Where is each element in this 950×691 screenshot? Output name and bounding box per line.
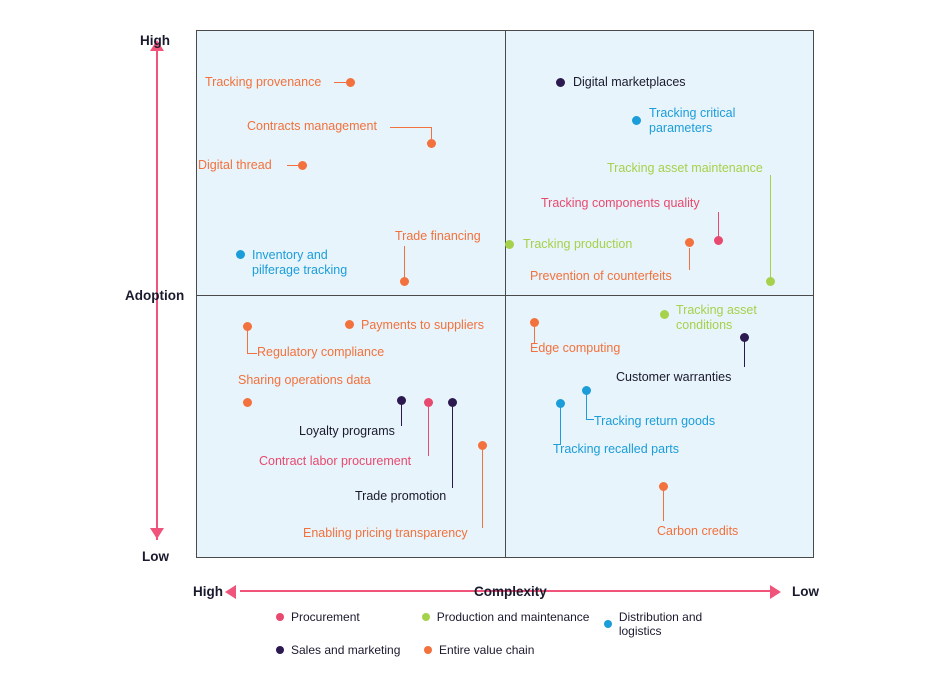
data-point-label-prevention-of-counterfeits: Prevention of counterfeits [530, 269, 672, 283]
data-point-dot[interactable] [505, 240, 514, 249]
leader-line [663, 490, 664, 521]
data-point-label-enabling-pricing-transparency: Enabling pricing transparency [303, 526, 468, 540]
data-point-dot[interactable] [346, 78, 355, 87]
complexity-axis-label: Complexity [474, 584, 547, 599]
data-point-dot[interactable] [740, 333, 749, 342]
legend-label: Entire value chain [439, 643, 535, 657]
data-point-dot[interactable] [400, 277, 409, 286]
data-point-label-tracking-asset-maintenance: Tracking asset maintenance [607, 161, 763, 175]
leader-line [428, 404, 429, 456]
label-line-2: conditions [676, 318, 733, 332]
complexity-axis-low-tick: Low [792, 584, 819, 599]
adoption-axis-low-tick: Low [142, 549, 169, 564]
data-point-dot[interactable] [427, 139, 436, 148]
data-point-label-inventory-pilferage-tracking [252, 248, 347, 278]
data-point-dot[interactable] [424, 398, 433, 407]
quadrant-vertical-divider [505, 30, 506, 558]
data-point-label-tracking-production: Tracking production [523, 237, 633, 251]
data-point-label-contracts-management: Contracts management [247, 119, 377, 133]
data-point-label-edge-computing: Edge computing [530, 341, 621, 355]
data-point-label-tracking-components-quality: Tracking components quality [541, 196, 700, 210]
leader-line [586, 394, 587, 420]
data-point-dot[interactable] [345, 320, 354, 329]
label-line-1: Tracking asset [676, 303, 757, 317]
label-line-1: Tracking critical [649, 106, 736, 120]
data-point-label-carbon-credits: Carbon credits [657, 524, 739, 538]
legend-swatch-icon [604, 620, 612, 628]
data-point-dot[interactable] [766, 277, 775, 286]
data-point-label-tracking-asset-conditions [676, 303, 757, 333]
data-point-dot[interactable] [659, 482, 668, 491]
data-point-dot[interactable] [556, 399, 565, 408]
legend-row-1 [276, 610, 746, 638]
complexity-axis-left-arrowhead-icon [225, 585, 236, 599]
legend-item-sales-and-marketing[interactable] [276, 643, 424, 657]
legend-label: Sales and marketing [291, 643, 401, 657]
data-point-label-sharing-operations-data: Sharing operations data [238, 373, 371, 387]
leader-line [452, 404, 453, 488]
data-point-dot[interactable] [556, 78, 565, 87]
data-point-label-contract-labor-procurement: Contract labor procurement [259, 454, 412, 468]
leader-line [689, 248, 690, 270]
data-point-label-tracking-provenance: Tracking provenance [205, 75, 322, 89]
legend-label: Production and maintenance [436, 610, 590, 624]
chart-legend [276, 610, 746, 662]
legend-swatch-icon [422, 613, 430, 621]
legend-label: Distribution and logistics [618, 610, 703, 638]
legend-row-2 [276, 643, 746, 657]
leader-line [744, 340, 745, 367]
adoption-axis-high-tick: High [140, 33, 170, 48]
leader-line [770, 175, 771, 280]
data-point-dot[interactable] [243, 322, 252, 331]
data-point-label-tracking-critical-parameters [649, 106, 735, 136]
label-line-2: pilferage tracking [252, 263, 348, 277]
label-line-2: parameters [649, 121, 713, 135]
data-point-dot[interactable] [660, 310, 669, 319]
data-point-dot[interactable] [685, 238, 694, 247]
data-point-label-customer-warranties: Customer warranties [616, 370, 732, 384]
data-point-dot[interactable] [478, 441, 487, 450]
data-point-dot[interactable] [298, 161, 307, 170]
data-point-dot[interactable] [632, 116, 641, 125]
legend-item-production-and-maintenance[interactable] [422, 610, 604, 624]
legend-label: Procurement [291, 610, 360, 624]
data-point-dot[interactable] [448, 398, 457, 407]
data-point-label-trade-promotion: Trade promotion [355, 489, 447, 503]
data-point-label-tracking-return-goods: Tracking return goods [594, 414, 716, 428]
data-point-dot[interactable] [582, 386, 591, 395]
data-point-label-tracking-recalled-parts: Tracking recalled parts [553, 442, 679, 456]
data-point-dot[interactable] [243, 398, 252, 407]
data-point-dot[interactable] [236, 250, 245, 259]
leader-line [586, 419, 594, 420]
legend-swatch-icon [276, 646, 284, 654]
leader-line [247, 353, 257, 354]
adoption-axis-down-arrowhead-icon [150, 528, 164, 539]
data-point-label-digital-thread: Digital thread [198, 158, 272, 172]
data-point-dot[interactable] [397, 396, 406, 405]
leader-line [560, 407, 561, 445]
data-point-label-loyalty-programs: Loyalty programs [299, 424, 395, 438]
legend-swatch-icon [276, 613, 284, 621]
data-point-dot[interactable] [530, 318, 539, 327]
leader-line [401, 404, 402, 426]
data-point-label-digital-marketplaces: Digital marketplaces [573, 75, 686, 89]
quadrant-horizontal-divider [196, 295, 814, 296]
plot-right-border [813, 30, 814, 558]
data-point-dot[interactable] [714, 236, 723, 245]
leader-line [390, 127, 432, 128]
data-point-label-regulatory-compliance: Regulatory compliance [257, 345, 385, 359]
legend-swatch-icon [424, 646, 432, 654]
leader-line [404, 246, 405, 279]
legend-item-distribution-and-logistics[interactable] [604, 610, 746, 638]
complexity-axis-high-tick: High [193, 584, 223, 599]
complexity-axis-right-arrowhead-icon [770, 585, 781, 599]
adoption-axis-label: Adoption [125, 288, 185, 303]
data-point-label-payments-to-suppliers: Payments to suppliers [361, 318, 484, 332]
data-point-label-trade-financing: Trade financing [395, 229, 481, 243]
plot-left-border [196, 30, 197, 558]
legend-item-entire-value-chain[interactable] [424, 643, 534, 657]
legend-item-procurement[interactable] [276, 610, 422, 624]
label-line-1: Inventory and [252, 248, 328, 262]
leader-line [482, 449, 483, 528]
